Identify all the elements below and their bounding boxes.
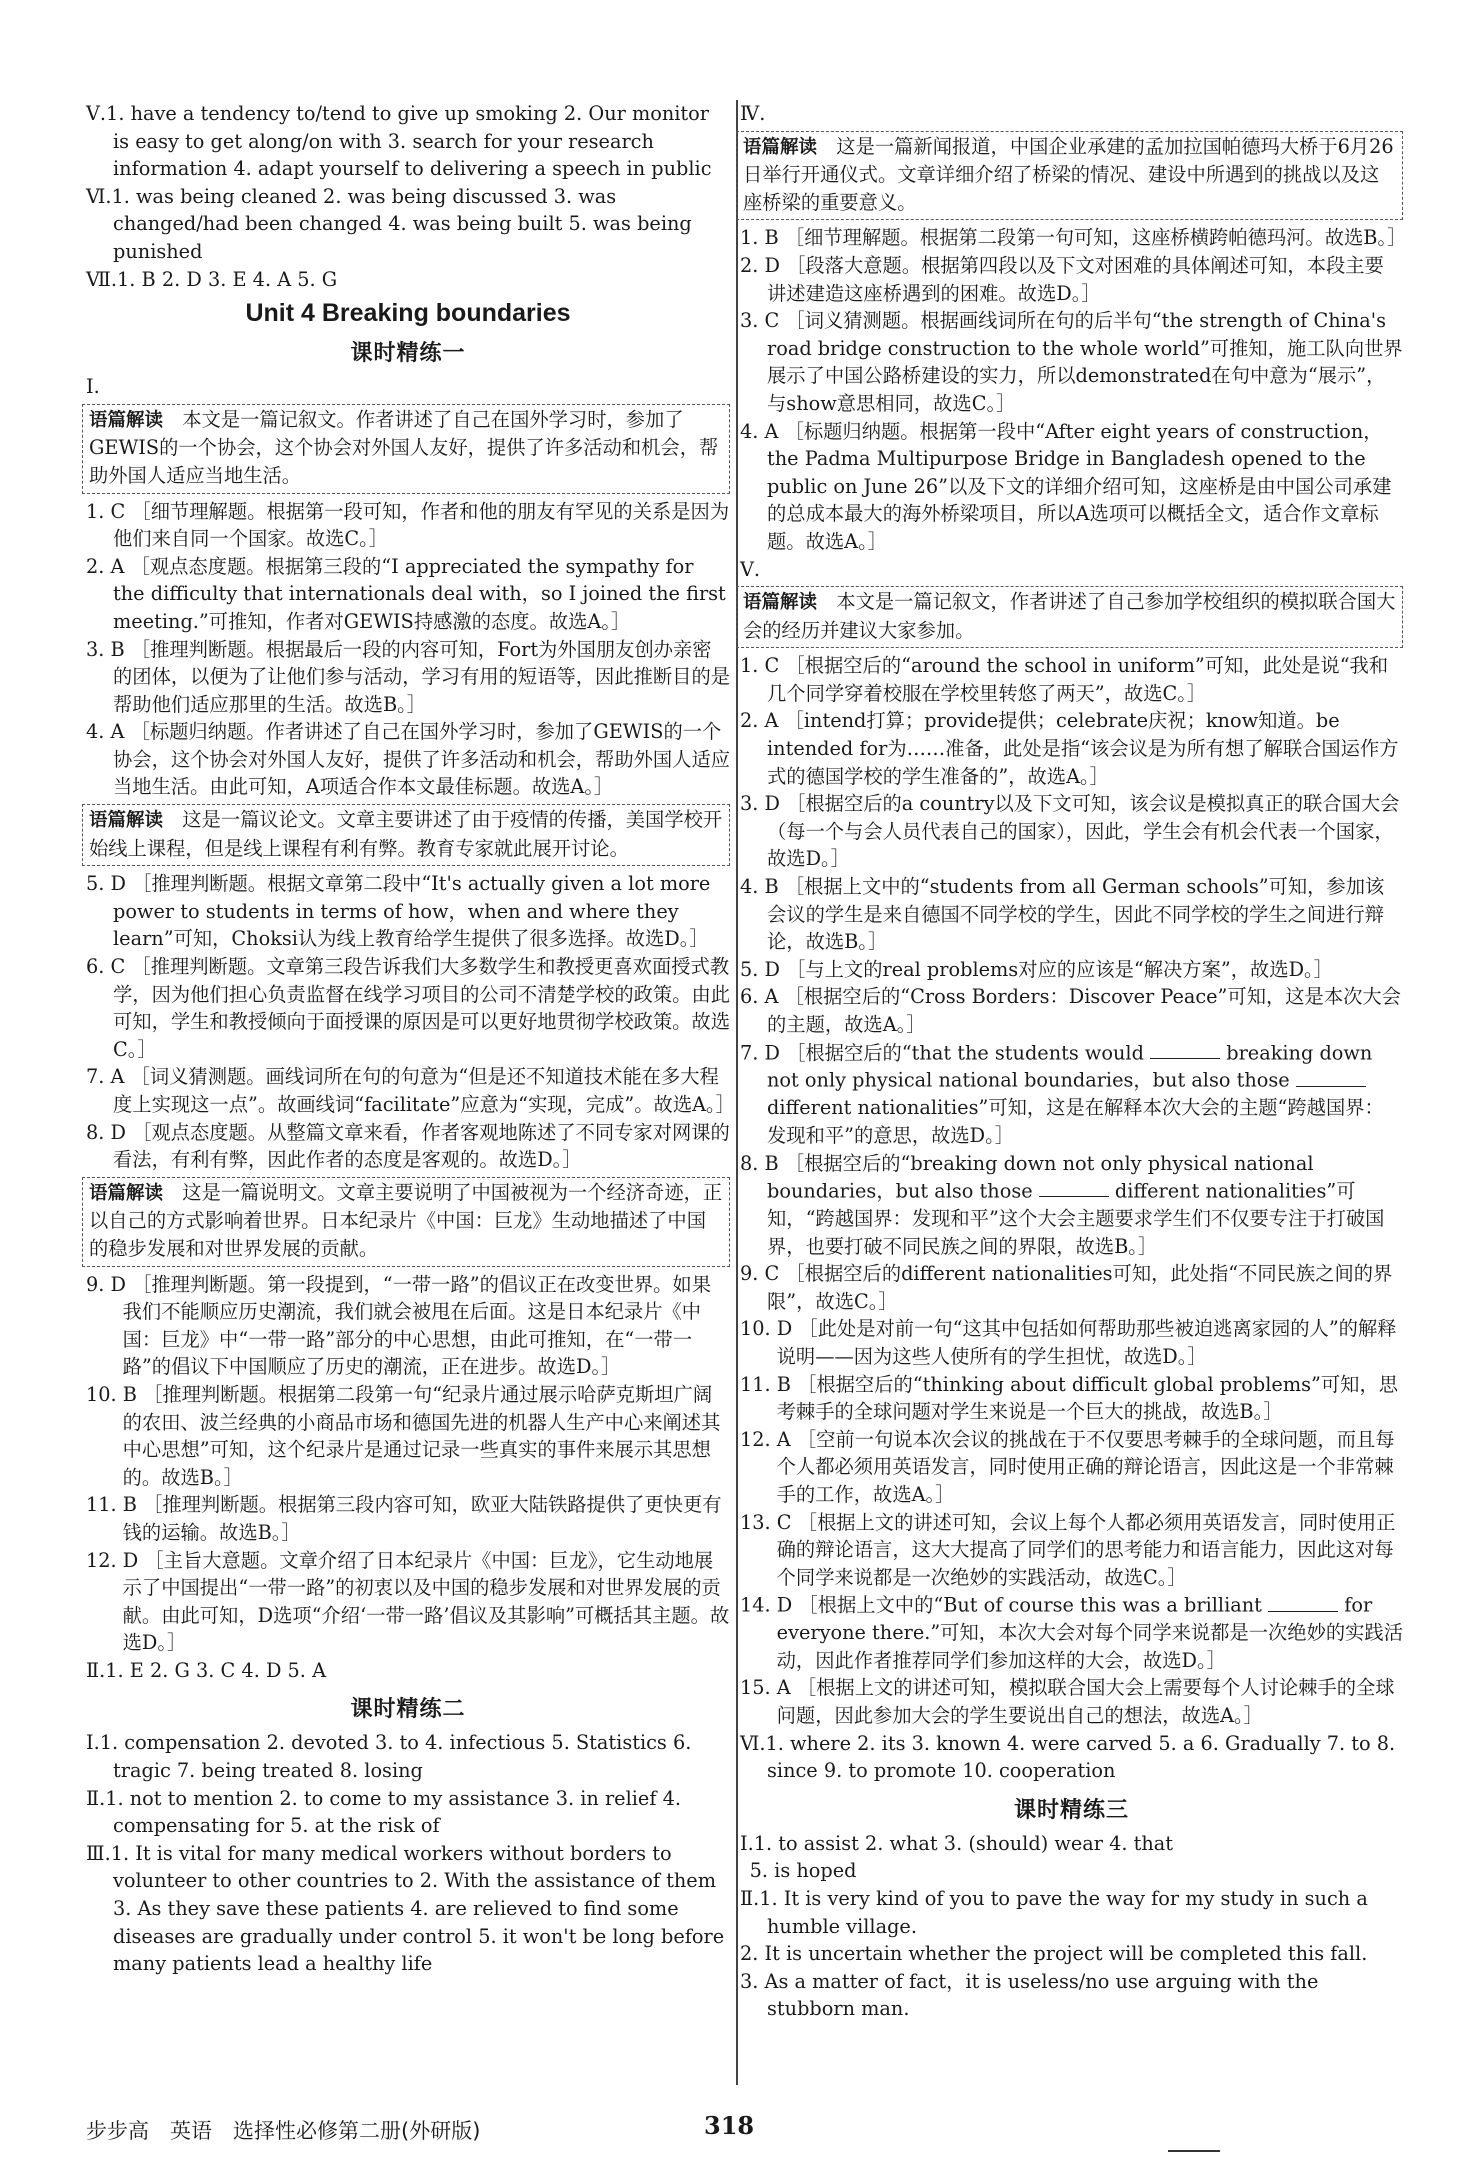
page-number: 318 — [704, 2111, 755, 2140]
summary-label: 语篇解读 — [89, 1182, 164, 1204]
answer-item: 5. D ［推理判断题。根据文章第二段中“It's actually given a lot more power to students in terms of how，when and where they learn”可知，Choksi认为线上教育给学生提供了很多选择。故选D。］ — [86, 872, 711, 951]
answer-text: for everyone there.”可知，本次大会对每个同学来说都是一次绝妙的实践活动，因此作者推荐同学们参加这样的大会，故选D。］ — [776, 1593, 1403, 1672]
answer-item: 1. C ［细节理解题。根据第一段可知，作者和他的朋友有罕见的关系是因为他们来自同一个国家。故选C。］ — [86, 499, 730, 551]
answer-item: 2. A ［intend打算；provide提供；celebrate庆祝；know知道。be intended for为……准备，此处是指“该会议是为所有想了解联合国运作方式的德国学校的学生准备的”，故选A。］ — [740, 709, 1399, 788]
answer-text: 14. D ［根据上文中的“But of course this was a brilliant — [740, 1593, 1262, 1617]
summary-text: 这是一篇新闻报道，中国企业承建的孟加拉国帕德玛大桥于6月26日举行开通仪式。文章详细介绍了桥梁的情况、建设中所遇到的挑战以及这座桥梁的重要意义。 — [743, 134, 1394, 214]
summary-text: 本文是一篇记叙文，作者讲述了自己参加学校组织的模拟联合国大会的经历并建议大家参加。 — [743, 590, 1396, 642]
answer-item: 11. B ［根据空后的“thinking about difficult global problems”可知，思考棘手的全球问题对学生来说是一个巨大的挑战，故选B。］ — [740, 1372, 1398, 1424]
answer-item: 2. D ［段落大意题。根据第四段以及下文对困难的具体阐述可知，本段主要讲述建造这座桥遇到的困难。故选D。］ — [740, 253, 1384, 305]
answer-item: 4. B ［根据上文中的“students from all German schools”可知，参加该会议的学生是来自德国不同学校的学生，因此不同学校的学生之间进行辩论，故选B。］ — [740, 875, 1385, 954]
lesson-3-part-2-item: 2. It is uncertain whether the project will be completed this fall. — [740, 1942, 1368, 1966]
section-6-answers: Ⅵ.1. where 2. its 3. known 4. were carved 5. a 6. Gradually 7. to 8. since 9. to promote 10. cooperation — [740, 1731, 1396, 1783]
passage-summary-box — [82, 1177, 730, 1267]
answer-item: 10. D ［此处是对前一句“这其中包括如何帮助那些被迫逃离家园的人”的解释说明——因为这些人使所有的学生担忧，故选D。］ — [740, 1317, 1397, 1369]
section-5-answers: Ⅴ.1. have a tendency to/tend to give up smoking 2. Our monitor is easy to get along/on with 3. search for your research information 4. adapt yourself to delivering a speech in public — [86, 102, 712, 181]
answer-item: 6. C ［推理判断题。文章第三段告诉我们大多数学生和教授更喜欢面授式教学，因为他们担心负责监督在线学习项目的公司不清楚学校的政策。由此可知，学生和教授倾向于面授课的原因是可以更好地贯彻学校政策。故选C。］ — [86, 955, 731, 1061]
answer-item: 9. C ［根据空后的different nationalities可知，此处指“不同民族之间的界限”，故选C。］ — [740, 1262, 1393, 1313]
lesson-2-part-3: Ⅲ.1. It is vital for many medical workers without borders to volunteer to other countries to 2. With the assistance of them 3. As they save these patients 4. are relieved to find some diseases are gradually under control 5. it won't be long before many patients lead a healthy life — [86, 1841, 725, 1976]
footer-rule — [1168, 2150, 1220, 2152]
answer-item: 15. A ［根据上文的讲述可知，模拟联合国大会上需要每个人讨论棘手的全球问题，因此参加大会的学生要说出自己的想法，故选A。］ — [740, 1676, 1395, 1728]
summary-label: 语篇解读 — [743, 136, 818, 158]
lesson-2-part-1: Ⅰ.1. compensation 2. devoted 3. to 4. infectious 5. Statistics 6. tragic 7. being treated 8. losing — [86, 1731, 692, 1783]
answer-item: 1. B ［细节理解题。根据第二段第一句可知，这座桥横跨帕德玛河。故选B。］ — [740, 226, 1407, 250]
lesson-3-part-1-cont: 5. is hoped — [749, 1859, 857, 1883]
summary-label: 语篇解读 — [89, 409, 164, 431]
summary-text: 这是一篇说明文。文章主要说明了中国被视为一个经济奇迹，正以自己的方式影响着世界。日本纪录片《中国：巨龙》生动地描述了中国的稳步发展和对世界发展的贡献。 — [89, 1180, 723, 1260]
passage-summary-box — [82, 804, 730, 866]
answer-text: breaking down not only physical national boundaries，but also those — [767, 1040, 1373, 1092]
answer-item: 8. D ［观点态度题。从整篇文章来看，作者客观地陈述了不同专家对网课的看法，有利有弊，因此作者的态度是客观的。故选D。］ — [86, 1120, 730, 1172]
roman-heading-1: Ⅰ. — [86, 375, 100, 399]
lesson-2-part-2: Ⅱ.1. not to mention 2. to come to my assistance 3. in relief 4. compensating for 5. at the risk of — [86, 1786, 681, 1838]
blank-line — [1296, 1066, 1366, 1086]
answer-text: different nationalities”可知，这是在解释本次大会的主题“跨越国界：发现和平”的意思，故选D。］ — [767, 1096, 1384, 1147]
summary-text: 这是一篇议论文。文章主要讲述了由于疫情的传播，美国学校开始线上课程，但是线上课程有利有弊。教育专家就此展开讨论。 — [89, 808, 723, 860]
answer-text: different nationalities”可知，“跨越国界：发现和平”这个大会主题要求学生们不仅要专注于打破国界，也要打破不同民族之间的界限，故选B。］ — [767, 1179, 1385, 1258]
answer-item: 1. C ［根据空后的“around the school in uniform”可知，此处是说“我和几个同学穿着校服在学校里转悠了两天”，故选C。］ — [740, 654, 1389, 705]
answer-item — [740, 1039, 1403, 1150]
answer-item: 12. D ［主旨大意题。文章介绍了日本纪录片《中国：巨龙》，它生动地展示了中国提出“一带一路”的初衷以及中国的稳步发展和对世界发展的贡献。由此可知，D选项“介绍‘一带一路’倡议及其影响”可概括其主题。故选D。］ — [86, 1548, 730, 1655]
lesson-1-title: 课时精练一 — [350, 341, 466, 367]
lesson-3-title: 课时精练三 — [1013, 1797, 1129, 1823]
answer-item: 3. C ［词义猜测题。根据画线词所在句的后半句“the strength of China's road bridge construction to the whole world”可推知，施工队向世界展示了中国公路桥建设的实力，所以demonstrated在句中意为“展示”，与show意思相同，故选C。］ — [740, 309, 1403, 415]
summary-text: 本文是一篇记叙文。作者讲述了自己在国外学习时，参加了GEWIS的一个协会，这个协会对外国人友好，提供了许多活动和机会，帮助外国人适应当地生活。 — [89, 407, 719, 487]
left-column — [86, 100, 735, 1978]
section-7-answers: Ⅶ.1. B 2. D 3. E 4. A 5. G — [86, 267, 338, 291]
passage-summary-box — [82, 404, 730, 494]
roman-heading-5: Ⅴ. — [740, 557, 761, 581]
answer-item: 12. A ［空前一句说本次会议的挑战在于不仅要思考棘手的全球问题，而且每个人都必须用英语发言，同时使用正确的辩论语言，因此这是一个非常棘手的工作，故选A。］ — [740, 1427, 1395, 1506]
answer-text: 8. B ［根据空后的“breaking down not only physical national boundaries，but also those — [740, 1151, 1314, 1203]
blank-line — [1150, 1039, 1220, 1059]
answer-item: 11. B ［推理判断题。根据第三段内容可知，欧亚大陆铁路提供了更快更有钱的运输。故选B。］ — [86, 1493, 722, 1544]
summary-label: 语篇解读 — [743, 592, 818, 614]
answer-item: 4. A ［标题归纳题。根据第一段中“After eight years of construction，the Padma Multipurpose Bridge in Bangladesh opened to the public on June 26”以及下文的详细介绍可知，这座桥是由中国公司承建的总成本最大的海外桥梁项目，所以A选项可以概括全文，适合作文章标题。故选A。］ — [740, 419, 1392, 553]
section-6-answers: Ⅵ.1. was being cleaned 2. was being discussed 3. was changed/had been changed 4. was being built 5. was being punished — [86, 184, 692, 263]
footer-book-title: 步步高 英语 选择性必修第二册(外研版) — [86, 2119, 481, 2143]
answer-item: 3. D ［根据空后的a country以及下文可知，该会议是模拟真正的联合国大会（每一个与会人员代表自己的国家），因此，学生会有机会代表一个国家，故选D。］ — [740, 792, 1400, 871]
answer-item: 6. A ［根据空后的“Cross Borders：Discover Peace”可知，这是本次大会的主题，故选A。］ — [740, 985, 1401, 1036]
column-divider — [736, 100, 738, 2085]
lesson-2-title: 课时精练二 — [350, 1697, 466, 1723]
passage-summary-box — [736, 131, 1403, 221]
answer-item: 4. A ［标题归纳题。作者讲述了自己在国外学习时，参加了GEWIS的一个协会，这个协会对外国人友好，提供了许多活动和机会，帮助外国人适应当地生活。由此可知，A项适合作本文最佳标题。故选A。］ — [86, 720, 731, 799]
answer-item: 5. D ［与上文的real problems对应的应该是“解决方案”，故选D。］ — [740, 957, 1333, 981]
lesson-3-part-2-item: 3. As a matter of fact，it is useless/no use arguing with the stubborn man. — [740, 1969, 1319, 2021]
roman-heading-4: Ⅳ. — [740, 102, 766, 125]
answer-item: 10. B ［推理判断题。根据第二段第一句“纪录片通过展示哈萨克斯坦广阔的农田、波兰经典的小商品市场和德国先进的机器人生产中心来阐述其中心思想”可知，这个纪录片是通过记录一些真实的事件来展示其思想的。故选B。］ — [86, 1382, 721, 1489]
section-2-answers: Ⅱ.1. E 2. G 3. C 4. D 5. A — [86, 1658, 326, 1682]
answer-text: 7. D ［根据空后的“that the students would — [740, 1040, 1144, 1064]
answer-item — [740, 1591, 1403, 1674]
summary-label: 语篇解读 — [89, 810, 164, 832]
blank-line — [1039, 1177, 1109, 1197]
answer-item — [740, 1150, 1403, 1261]
answer-item: 3. B ［推理判断题。根据最后一段的内容可知，Fort为外国朋友创办亲密的团体，以便为了让他们参与活动，学习有用的短语等，因此推断目的是帮助他们适应那里的生活。故选B。］ — [86, 637, 731, 716]
right-column — [740, 100, 1407, 2023]
answer-item: 13. C ［根据上文的讲述可知，会议上每个人都必须用英语发言，同时使用正确的辩论语言，这大大提高了同学们的思考能力和语言能力，因此这对每个同学来说都是一次绝妙的实践活动，故选C。］ — [740, 1510, 1396, 1589]
lesson-3-part-1: Ⅰ.1. to assist 2. what 3. (should) wear 4. that — [740, 1831, 1174, 1855]
passage-summary-box — [736, 586, 1403, 648]
blank-line — [1268, 1591, 1338, 1611]
lesson-3-part-2: Ⅱ.1. It is very kind of you to pave the way for my study in such a humble village. — [740, 1887, 1368, 1938]
answer-item: 2. A ［观点态度题。根据第三段的“I appreciated the sympathy for the difficulty that internationals deal with，so I joined the first meeting.”可推知，作者对GEWIS持感激的态度。故选A。］ — [86, 554, 726, 633]
answer-item: 7. A ［词义猜测题。画线词所在句的句意为“但是还不知道技术能在多大程度上实现这一点”。故画线词“facilitate”应意为“实现，完成”。故选A。］ — [86, 1065, 735, 1116]
unit-title: Unit 4 Breaking boundaries — [245, 299, 571, 328]
answer-item: 9. D ［推理判断题。第一段提到，“一带一路”的倡议正在改变世界。如果我们不能顺应历史潮流，我们就会被甩在后面。这是日本纪录片《中国：巨龙》中“一带一路”部分的中心思想，由此可推知，在“一带一路”的倡议下中国顺应了历史的潮流，正在进步。故选D。］ — [86, 1272, 711, 1379]
